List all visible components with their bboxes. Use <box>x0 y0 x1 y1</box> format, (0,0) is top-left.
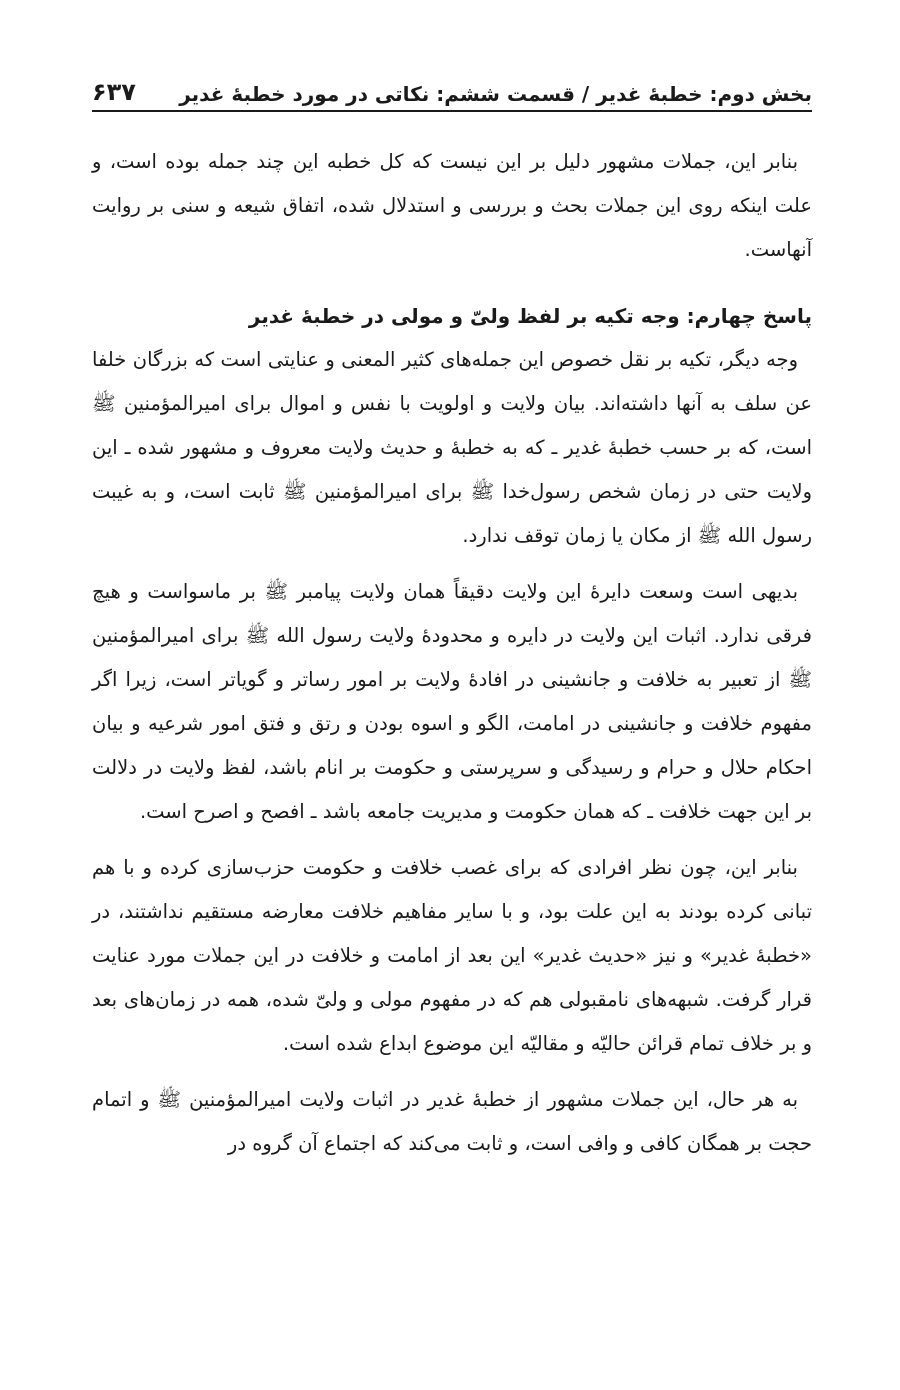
section-heading: پاسخ چهارم: وجه تکیه بر لفظ ولیّ و مولی در خطبۀ غدیر <box>248 304 812 328</box>
running-title: بخش دوم: خطبۀ غدیر / قسمت ششم: نکاتی در مورد خطبۀ غدیر <box>179 82 812 106</box>
paragraph-1: بنابر این، جملات مشهور دلیل بر این نیست که کل خطبه این چند جمله بوده است، و علت اینکه روی این جملات بحث و بررسی و استدلال شده، اتفاق شیعه و سنی بر روایت آنهاست. <box>92 150 812 261</box>
paragraph-3: بدیهی است وسعت دایرۀ این ولایت دقیقاً همان ولایت پیامبر ﷺ بر ماسواست و هیچ فرقی ندارد. اثبات این ولایت در دایره و محدودۀ ولایت رسول الله ﷺ برای امیرالمؤمنین ﷺ از تعبیر به خلافت و جانشینی در افادۀ ولایت بر امور رساتر و گویاتر است، زیرا اگر مفهوم خلافت و جانشینی در امامت، الگو و اسوه بودن و رتق و فتق امور شرعیه و بیان احکام حلال و حرام و رسیدگی و سرپرستی و حکومت بر انام باشد، لفظ ولایت در دلالت بر این جهت خلافت ـ که همان حکومت و مدیریت جامعه باشد ـ افصح و اصرح است. <box>92 580 812 823</box>
page-number: ۶۳۷ <box>92 78 136 106</box>
page-body <box>92 140 812 1166</box>
page-header <box>92 72 812 112</box>
paragraph-5: به هر حال، این جملات مشهور از خطبۀ غدیر در اثبات ولایت امیرالمؤمنین ﷺ و اتمام حجت بر همگان کافی و وافی است، و ثابت می‌کند که اجتماع آن گروه در <box>92 1088 812 1155</box>
paragraph-4: بنابر این، چون نظر افرادی که برای غصب خلافت و حکومت حزب‌سازی کرده و با هم تبانی کرده بودند به این علت بود، و با سایر مفاهیم خلافت معارضه مستقیم نداشتند، در «خطبۀ غدیر» و نیز «حدیث غدیر» این بعد از امامت و خلافت در این جملات مورد عنایت قرار گرفت. شبهه‌های نامقبولی هم که در مفهوم مولی و ولیّ شده، همه در زمان‌های بعد و بر خلاف تمام قرائن حالیّه و مقالیّه این موضوع ابداع شده است. <box>92 856 812 1055</box>
paragraph-2: وجه دیگر، تکیه بر نقل خصوص این جمله‌های کثیر المعنی و عنایتی است که بزرگان خلفا عن سلف به آنها داشته‌اند. بیان ولایت و اولویت با نفس و اموال برای امیرالمؤمنین ﷺ است، که بر حسب خطبۀ غدیر ـ که به خطبۀ و حدیث ولایت معروف و مشهور شده ـ این ولایت حتی در زمان شخص رسول‌خدا ﷺ برای امیرالمؤمنین ﷺ ثابت است، و به غیبت رسول الله ﷺ از مکان یا زمان توقف ندارد. <box>92 348 812 547</box>
